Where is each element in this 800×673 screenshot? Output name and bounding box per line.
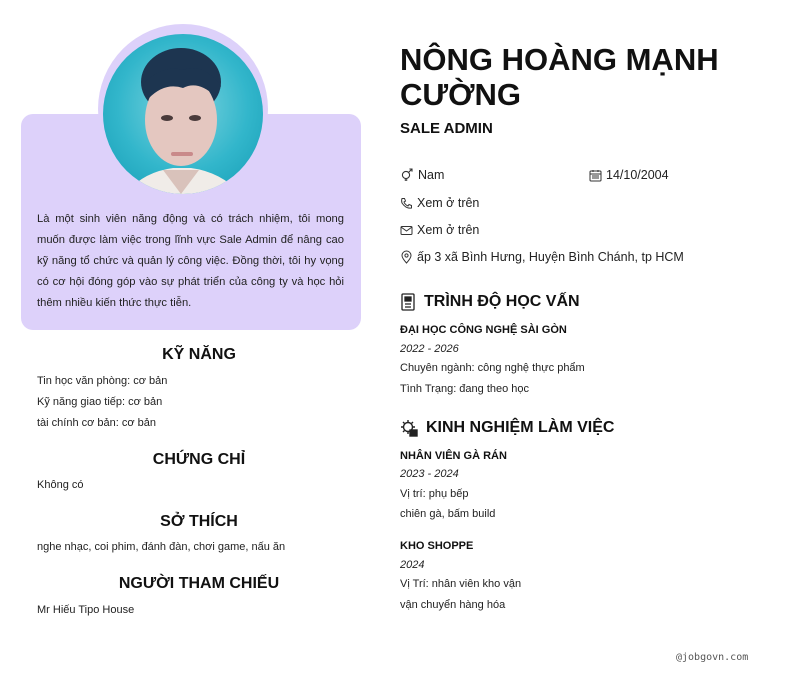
candidate-name: NÔNG HOÀNG MẠNH CƯỜNG xyxy=(400,42,719,112)
experience-title: KINH NGHIỆM LÀM VIỆC xyxy=(426,419,615,436)
references-title: NGƯỜI THAM CHIẾU xyxy=(118,575,280,592)
gender-icon xyxy=(400,168,414,182)
skill-item: tài chính cơ bản: cơ bản xyxy=(37,417,156,429)
email-row xyxy=(400,223,479,237)
education-icon xyxy=(400,293,416,311)
skills-title: KỸ NĂNG xyxy=(162,346,236,363)
job-detail: Vị trí: phụ bếp xyxy=(400,488,469,500)
email-icon xyxy=(400,224,413,237)
job-detail: vận chuyển hàng hóa xyxy=(400,599,506,611)
certificate-item: Không có xyxy=(37,479,84,491)
phone-row xyxy=(400,196,479,210)
job-title: NHÂN VIÊN GÀ RÁN xyxy=(400,450,507,462)
job-detail: chiên gà, bấm build xyxy=(400,508,496,520)
education-title: TRÌNH ĐỘ HỌC VẤN xyxy=(424,293,580,310)
phone-value: Xem ở trên xyxy=(417,196,480,210)
experience-heading xyxy=(400,419,614,437)
location-icon xyxy=(400,250,413,264)
skill-item: Kỹ năng giao tiếp: cơ bản xyxy=(37,396,163,408)
education-major: Chuyên ngành: công nghệ thực phẩm xyxy=(400,362,585,374)
phone-icon xyxy=(400,197,413,210)
job-period: 2023 - 2024 xyxy=(400,468,459,480)
education-status: Tình Trạng: đang theo học xyxy=(400,383,530,395)
calendar-icon xyxy=(589,169,602,182)
education-school: ĐẠI HỌC CÔNG NGHỆ SÀI GÒN xyxy=(400,324,567,336)
job-detail: Vị Trí: nhân viên kho vận xyxy=(400,578,522,590)
birthday-row xyxy=(589,168,669,182)
gender-value: Nam xyxy=(418,168,445,182)
address-row xyxy=(400,250,684,264)
avatar xyxy=(103,34,263,194)
email-value: Xem ở trên xyxy=(417,223,480,237)
hobbies-list xyxy=(37,537,285,558)
education-period: 2022 - 2026 xyxy=(400,343,459,355)
gender-row xyxy=(400,168,444,182)
certificates-list xyxy=(37,475,83,496)
experience-icon xyxy=(400,419,418,437)
hobbies-title: SỞ THÍCH xyxy=(160,513,238,530)
skills-list xyxy=(37,371,167,434)
job-title: KHO SHOPPE xyxy=(400,540,474,552)
education-heading xyxy=(400,293,580,311)
references-list xyxy=(37,600,134,621)
job-position: SALE ADMIN xyxy=(400,120,493,137)
reference-item: Mr Hiếu Tipo House xyxy=(37,604,135,616)
hobby-item: nghe nhạc, coi phim, đánh đàn, chơi game, nấu ăn xyxy=(37,541,286,553)
skill-item: Tin học văn phòng: cơ bản xyxy=(37,375,168,387)
about-text: Là một sinh viên năng động và có trách nhiệm, tôi mong muốn được làm việc trong lĩnh vực Sale Admin để nâng cao kỹ năng tổ chức và quản lý công việc. Đồng thời, tôi hy vọng có cơ hội đóng góp vào sự phát triển của công ty và học hỏi thêm nhiều kiến thức thực tiễn. xyxy=(37,213,344,309)
job-period: 2024 xyxy=(400,559,425,571)
birthday-value: 14/10/2004 xyxy=(606,168,669,182)
address-value: ấp 3 xã Bình Hưng, Huyện Bình Chánh, tp HCM xyxy=(417,250,684,264)
certificates-title: CHỨNG CHỈ xyxy=(152,451,246,468)
watermark: @jobgovn.com xyxy=(676,652,749,663)
